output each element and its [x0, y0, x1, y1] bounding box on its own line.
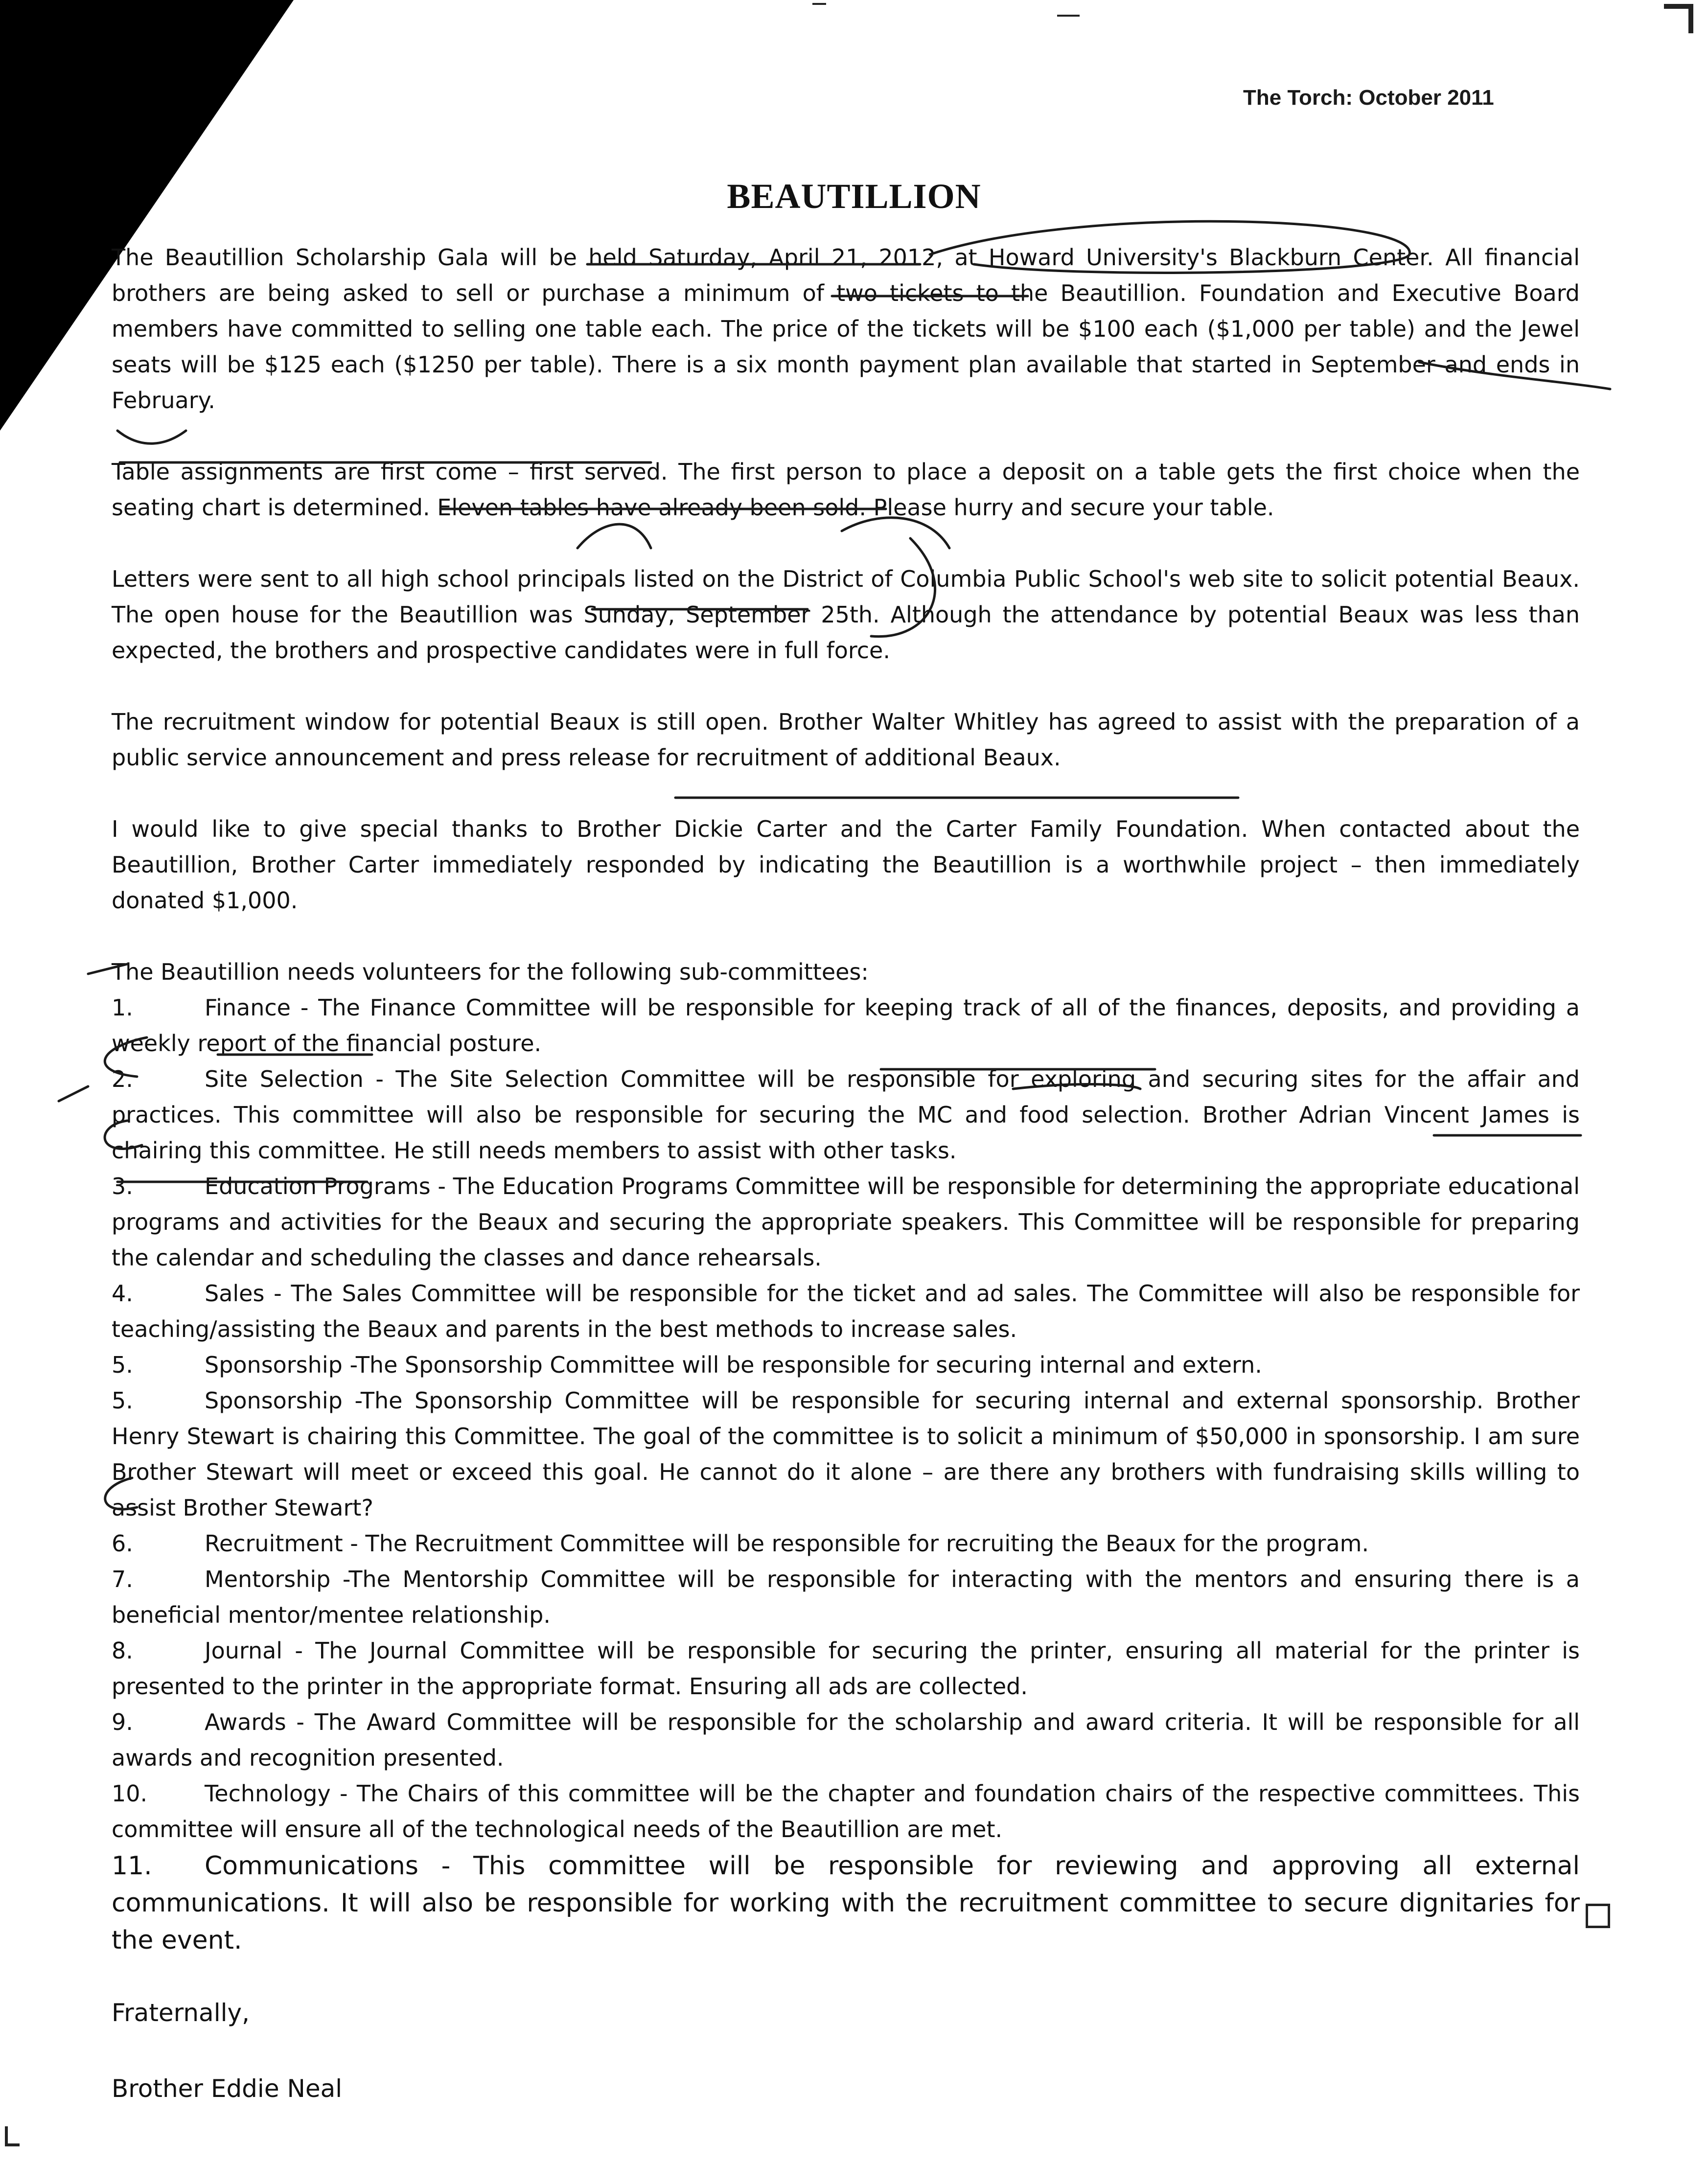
item-text: Awards - The Award Committee will be responsible for the scholarship and award criteria. It will be responsible for all awards and recognition presented. [112, 1709, 1580, 1771]
item-number: 3. [112, 1173, 133, 1199]
item-text: Education Programs - The Education Programs Committee will be responsible for determining the appropriate educational programs and activities for the Beaux and securing the appropriate speakers. This Committee will be responsible for preparing the calendar and scheduling the classes and dance rehearsals. [112, 1173, 1580, 1271]
list-item [112, 1633, 1580, 1704]
item-number: 2. [112, 1066, 133, 1092]
item-text: Sales - The Sales Committee will be responsible for the ticket and ad sales. The Committee will also be responsible for teaching/assisting the Beaux and parents in the best methods to increase sales. [112, 1280, 1580, 1342]
paragraph-gala: The Beautillion Scholarship Gala will be held Saturday, April 21, 2012, at Howard University's Blackburn Center. All financial brothers are being asked to sell or purchase a minimum of two tickets to the Beautillion. Foundation and Executive Board members have committed to selling one table each. The price of the tickets will be $100 each ($1,000 per table) and the Jewel seats will be $125 each ($1250 per table). There is a six month payment plan available that started in September and ends in February. [112, 244, 1580, 414]
list-item [112, 1847, 1580, 1959]
committee-list [112, 990, 1580, 1959]
paragraph-letters: Letters were sent to all high school principals listed on the District of Columbia Public School's web site to solicit potential Beaux. The open house for the Beautillion was Sunday, September 25th. Although the attendance by potential Beaux was less than expected, the brothers and prospective candidates were in full force. [112, 566, 1580, 664]
list-item [112, 1347, 1580, 1383]
closing-block [112, 1993, 1580, 2108]
item-text: Site Selection - The Site Selection Committee will be responsible for exploring and securing sites for the affair and practices. This committee will also be responsible for securing the MC and food selection. Brother Adrian Vincent James is chairing this committee. He still needs members to assist with other tasks. [112, 1066, 1580, 1164]
list-item [112, 1383, 1580, 1526]
salutation: Fraternally, [112, 1999, 250, 2027]
item-text: Journal - The Journal Committee will be responsible for securing the printer, ensuring all material for the printer is presented to the printer in the appropriate format. Ensuring all ads are collected. [112, 1637, 1580, 1700]
list-item [112, 1562, 1580, 1633]
item-number: 4. [112, 1280, 133, 1307]
paragraph-thanks: I would like to give special thanks to Brother Dickie Carter and the Carter Family Foundation. When contacted about the Beautillion, Brother Carter immediately responded by indicating the Beautillion is a worthwhile project – then immediately donated $1,000. [112, 816, 1580, 914]
item-number: 11. [112, 1851, 152, 1881]
list-item [112, 1169, 1580, 1276]
item-number: 10. [112, 1780, 148, 1807]
publication-header: The Torch: October 2011 [1243, 86, 1494, 110]
checkbox[interactable] [1586, 1904, 1610, 1928]
item-text: Communications - This committee will be responsible for reviewing and approving all external communications. It will also be responsible for working with the recruitment committee to secure dignitaries for the event. [112, 1851, 1580, 1955]
scan-mark [812, 3, 826, 5]
item-number: 5. [112, 1387, 133, 1414]
item-number: 1. [112, 994, 133, 1021]
item-number: 9. [112, 1709, 133, 1735]
scan-mark [5, 2126, 8, 2146]
item-text: Finance - The Finance Committee will be responsible for keeping track of all of the finances, deposits, and providing a weekly report of the financial posture. [112, 994, 1580, 1057]
item-number: 8. [112, 1637, 133, 1664]
paragraph-tables: Table assignments are first come – first served. The first person to place a deposit on a table gets the first choice when the seating chart is determined. Eleven tables have already been sold. Please hurry and secure your table. [112, 459, 1580, 521]
item-text: Sponsorship -The Sponsorship Committee will be responsible for securing internal and external sponsorship. Brother Henry Stewart is chairing this Committee. The goal of the committee is to solicit a minimum of $50,000 in sponsorship. I am sure Brother Stewart will meet or exceed this goal. He cannot do it alone – are there any brothers with fundraising skills willing to assist Brother Stewart? [112, 1387, 1580, 1521]
paragraph-recruitment: The recruitment window for potential Beaux is still open. Brother Walter Whitley has agreed to assist with the preparation of a public service announcement and press release for recruitment of additional Beaux. [112, 709, 1580, 771]
committees-intro: The Beautillion needs volunteers for the following sub-committees: [112, 959, 869, 985]
pen-stroke [59, 1086, 88, 1101]
list-item [112, 1526, 1580, 1562]
list-item [112, 1704, 1580, 1776]
signature: Brother Eddie Neal [112, 2074, 343, 2103]
item-text: Sponsorship -The Sponsorship Committee will be responsible for securing internal and extern. [205, 1352, 1262, 1378]
list-item [112, 1276, 1580, 1347]
document-title: BEAUTILLION [727, 177, 981, 216]
document-body [112, 240, 1580, 2145]
item-number: 7. [112, 1566, 133, 1592]
scan-mark [1688, 4, 1693, 33]
list-item [112, 990, 1580, 1061]
item-number: 5. [112, 1352, 133, 1378]
list-item [112, 1061, 1580, 1169]
item-text: Mentorship -The Mentorship Committee will be responsible for interacting with the mentors and ensuring there is a beneficial mentor/mentee relationship. [112, 1566, 1580, 1628]
scan-mark [1057, 15, 1080, 17]
item-text: Recruitment - The Recruitment Committee will be responsible for recruiting the Beaux for the program. [205, 1530, 1369, 1557]
list-item [112, 1776, 1580, 1847]
item-number: 6. [112, 1530, 133, 1557]
item-text: Technology - The Chairs of this committee will be the chapter and foundation chairs of the respective committees. This committee will ensure all of the technological needs of the Beautillion are met. [112, 1780, 1580, 1842]
